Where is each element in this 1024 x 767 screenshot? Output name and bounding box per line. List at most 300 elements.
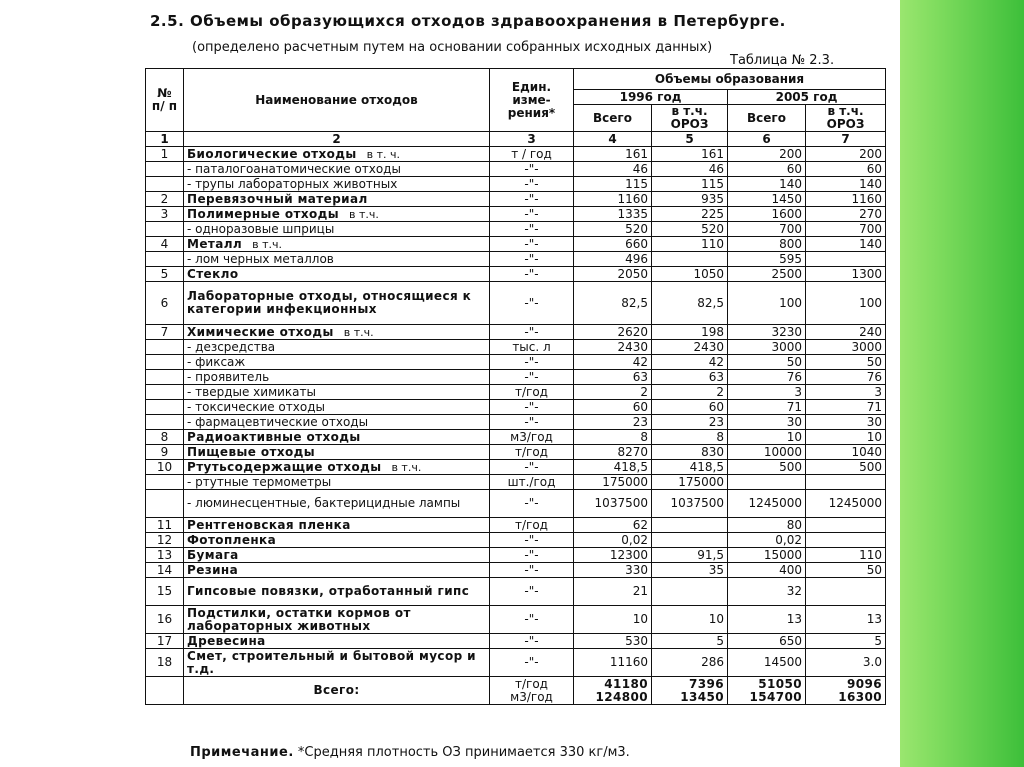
row-number <box>146 490 184 518</box>
value-1996-oroz: 35 <box>652 563 728 578</box>
waste-name <box>184 340 490 355</box>
value-1996-total: 60 <box>574 400 652 415</box>
totals-c7-2: 16300 <box>838 689 883 704</box>
unit: -"- <box>490 162 574 177</box>
value-2005-total: 71 <box>728 400 806 415</box>
value-1996-total: 1335 <box>574 207 652 222</box>
waste-name-text: - фиксаж <box>187 354 246 369</box>
header-oroz-1996: в т.ч. ОРОЗ <box>652 105 728 132</box>
col-number: 4 <box>574 132 652 147</box>
value-2005-oroz: 30 <box>806 415 886 430</box>
value-2005-oroz: 50 <box>806 563 886 578</box>
waste-name-text: Биологические отходы <box>187 146 357 161</box>
value-1996-total: 23 <box>574 415 652 430</box>
table-row <box>146 222 886 237</box>
value-1996-total: 1037500 <box>574 490 652 518</box>
unit: -"- <box>490 533 574 548</box>
row-number: 18 <box>146 649 184 677</box>
value-2005-oroz: 3 <box>806 385 886 400</box>
totals-c6-2: 154700 <box>749 689 802 704</box>
value-2005-oroz <box>806 475 886 490</box>
footnote-text: *Средняя плотность ОЗ принимается 330 кг/м3. <box>293 745 630 760</box>
waste-name-text: - фармацевтические отходы <box>187 414 369 429</box>
unit: -"- <box>490 415 574 430</box>
footnote-label: Примечание. <box>190 745 294 760</box>
unit: -"- <box>490 563 574 578</box>
value-1996-total: 115 <box>574 177 652 192</box>
value-2005-oroz <box>806 533 886 548</box>
waste-name <box>184 606 490 634</box>
unit: -"- <box>490 649 574 677</box>
waste-name-text: Полимерные отходы <box>187 206 340 221</box>
totals-c7-1: 9096 <box>847 676 883 691</box>
waste-name <box>184 252 490 267</box>
value-1996-total: 161 <box>574 147 652 162</box>
table-row <box>146 430 886 445</box>
row-number <box>146 340 184 355</box>
value-1996-total: 21 <box>574 578 652 606</box>
value-1996-total: 10 <box>574 606 652 634</box>
unit: -"- <box>490 237 574 252</box>
totals-c4-2: 124800 <box>595 689 648 704</box>
value-2005-oroz: 1040 <box>806 445 886 460</box>
value-1996-oroz: 46 <box>652 162 728 177</box>
waste-name-text: Смет, строительный и бытовой мусор и т.д. <box>187 648 476 676</box>
waste-name-text: - ртутные термометры <box>187 474 332 489</box>
waste-name-text: Бумага <box>187 547 239 562</box>
value-1996-total: 330 <box>574 563 652 578</box>
waste-name-text: Стекло <box>187 266 239 281</box>
row-number: 10 <box>146 460 184 475</box>
value-2005-total: 60 <box>728 162 806 177</box>
unit: -"- <box>490 267 574 282</box>
row-number: 4 <box>146 237 184 252</box>
row-number: 3 <box>146 207 184 222</box>
totals-c4-1: 41180 <box>604 676 648 691</box>
column-numbers-row <box>146 132 886 147</box>
header-year-1996: 1996 год <box>574 90 728 105</box>
value-1996-total: 418,5 <box>574 460 652 475</box>
row-number: 5 <box>146 267 184 282</box>
waste-name <box>184 370 490 385</box>
unit: шт./год <box>490 475 574 490</box>
value-2005-total: 500 <box>728 460 806 475</box>
footnote <box>190 745 630 760</box>
table-row <box>146 649 886 677</box>
table-row <box>146 578 886 606</box>
value-1996-total: 42 <box>574 355 652 370</box>
value-1996-oroz: 175000 <box>652 475 728 490</box>
unit: -"- <box>490 177 574 192</box>
value-2005-total: 200 <box>728 147 806 162</box>
value-1996-total: 12300 <box>574 548 652 563</box>
waste-name-suffix: в т.ч. <box>349 207 379 221</box>
unit: -"- <box>490 490 574 518</box>
value-2005-total: 10000 <box>728 445 806 460</box>
waste-name-text: Древесина <box>187 633 266 648</box>
unit: м3/год <box>490 430 574 445</box>
value-2005-total: 595 <box>728 252 806 267</box>
table-row <box>146 548 886 563</box>
value-2005-total: 10 <box>728 430 806 445</box>
totals-label: Всего: <box>184 677 490 705</box>
green-side-bar <box>900 0 1024 767</box>
value-2005-oroz: 60 <box>806 162 886 177</box>
col-number: 2 <box>184 132 490 147</box>
table-row <box>146 634 886 649</box>
waste-name-text: - дезсредства <box>187 339 276 354</box>
col-number: 3 <box>490 132 574 147</box>
col-number: 5 <box>652 132 728 147</box>
value-1996-oroz <box>652 578 728 606</box>
unit: т/год <box>490 385 574 400</box>
unit: -"- <box>490 207 574 222</box>
value-2005-total: 3230 <box>728 325 806 340</box>
table-row <box>146 192 886 207</box>
waste-name-text: Подстилки, остатки кормов от лабораторных животных <box>187 605 411 633</box>
value-1996-oroz: 2 <box>652 385 728 400</box>
waste-name <box>184 222 490 237</box>
waste-name <box>184 415 490 430</box>
value-1996-oroz: 2430 <box>652 340 728 355</box>
waste-name <box>184 634 490 649</box>
table-row <box>146 490 886 518</box>
waste-name-text: - твердые химикаты <box>187 384 316 399</box>
value-1996-total: 11160 <box>574 649 652 677</box>
row-number: 8 <box>146 430 184 445</box>
waste-name <box>184 355 490 370</box>
value-1996-total: 63 <box>574 370 652 385</box>
value-2005-oroz: 140 <box>806 177 886 192</box>
waste-name <box>184 578 490 606</box>
value-1996-oroz: 198 <box>652 325 728 340</box>
row-number <box>146 177 184 192</box>
table-row <box>146 400 886 415</box>
table-row <box>146 606 886 634</box>
value-2005-total: 2500 <box>728 267 806 282</box>
value-2005-oroz: 3000 <box>806 340 886 355</box>
totals-c7 <box>806 677 886 705</box>
waste-name-text: Пищевые отходы <box>187 444 315 459</box>
row-number: 6 <box>146 282 184 325</box>
table-row <box>146 385 886 400</box>
value-2005-total <box>728 475 806 490</box>
value-1996-total: 660 <box>574 237 652 252</box>
waste-name <box>184 475 490 490</box>
section-subtitle: (определено расчетным путем на основании собранных исходных данных) <box>192 40 713 55</box>
table-row <box>146 340 886 355</box>
value-1996-oroz: 520 <box>652 222 728 237</box>
waste-name-text: Гипсовые повязки, отработанный гипс <box>187 584 470 598</box>
value-2005-oroz <box>806 518 886 533</box>
value-1996-total: 2430 <box>574 340 652 355</box>
row-number <box>146 475 184 490</box>
unit: -"- <box>490 370 574 385</box>
row-number: 15 <box>146 578 184 606</box>
value-1996-oroz: 418,5 <box>652 460 728 475</box>
waste-name-text: Лабораторные отходы, относящиеся к категории инфекционных <box>187 289 472 316</box>
value-2005-total: 140 <box>728 177 806 192</box>
table-row <box>146 252 886 267</box>
waste-name <box>184 649 490 677</box>
row-number <box>146 370 184 385</box>
value-2005-oroz: 200 <box>806 147 886 162</box>
value-1996-total: 2 <box>574 385 652 400</box>
row-number <box>146 252 184 267</box>
value-2005-total: 13 <box>728 606 806 634</box>
totals-c5-1: 7396 <box>689 676 724 691</box>
value-2005-total: 1245000 <box>728 490 806 518</box>
unit: -"- <box>490 606 574 634</box>
unit: т/год <box>490 518 574 533</box>
waste-name-suffix: в т.ч. <box>391 460 422 474</box>
waste-name <box>184 207 490 222</box>
value-2005-total: 700 <box>728 222 806 237</box>
waste-name <box>184 430 490 445</box>
row-number: 7 <box>146 325 184 340</box>
value-1996-total: 82,5 <box>574 282 652 325</box>
unit: -"- <box>490 634 574 649</box>
table-row <box>146 162 886 177</box>
value-2005-total: 1600 <box>728 207 806 222</box>
totals-num <box>146 677 184 705</box>
value-1996-oroz: 42 <box>652 355 728 370</box>
waste-name <box>184 162 490 177</box>
unit: -"- <box>490 548 574 563</box>
waste-name <box>184 490 490 518</box>
value-2005-oroz: 270 <box>806 207 886 222</box>
row-number: 16 <box>146 606 184 634</box>
value-2005-total: 400 <box>728 563 806 578</box>
table-row <box>146 282 886 325</box>
value-1996-total: 8270 <box>574 445 652 460</box>
totals-c5-2: 13450 <box>680 689 724 704</box>
waste-name-text: - лом черных металлов <box>187 251 334 266</box>
header-oroz-2005: в т.ч. ОРОЗ <box>806 105 886 132</box>
value-2005-oroz: 100 <box>806 282 886 325</box>
table-row <box>146 445 886 460</box>
value-1996-oroz <box>652 533 728 548</box>
header-volumes: Объемы образования <box>574 69 886 90</box>
value-1996-oroz: 1050 <box>652 267 728 282</box>
value-2005-oroz: 1160 <box>806 192 886 207</box>
row-number <box>146 400 184 415</box>
value-1996-oroz: 63 <box>652 370 728 385</box>
value-1996-oroz <box>652 518 728 533</box>
value-2005-total: 800 <box>728 237 806 252</box>
unit: -"- <box>490 325 574 340</box>
value-1996-total: 496 <box>574 252 652 267</box>
value-2005-oroz: 140 <box>806 237 886 252</box>
value-2005-total: 30 <box>728 415 806 430</box>
waste-name <box>184 548 490 563</box>
value-1996-total: 1160 <box>574 192 652 207</box>
value-2005-oroz: 110 <box>806 548 886 563</box>
table-row <box>146 267 886 282</box>
value-1996-oroz: 82,5 <box>652 282 728 325</box>
waste-name <box>184 533 490 548</box>
value-2005-oroz <box>806 578 886 606</box>
waste-name-text: - одноразовые шприцы <box>187 221 335 236</box>
table-row <box>146 415 886 430</box>
value-2005-oroz: 500 <box>806 460 886 475</box>
row-number: 13 <box>146 548 184 563</box>
waste-name-text: - трупы лабораторных животных <box>187 176 398 191</box>
value-2005-total: 50 <box>728 355 806 370</box>
unit: -"- <box>490 222 574 237</box>
unit: т / год <box>490 147 574 162</box>
value-2005-oroz: 3.0 <box>806 649 886 677</box>
unit: -"- <box>490 192 574 207</box>
waste-name-text: Рентгеновская пленка <box>187 517 351 532</box>
value-2005-oroz: 1300 <box>806 267 886 282</box>
value-1996-oroz: 5 <box>652 634 728 649</box>
table-row <box>146 325 886 340</box>
value-2005-oroz <box>806 252 886 267</box>
value-1996-total: 62 <box>574 518 652 533</box>
unit: -"- <box>490 252 574 267</box>
waste-name <box>184 460 490 475</box>
row-number: 1 <box>146 147 184 162</box>
value-2005-oroz: 76 <box>806 370 886 385</box>
value-2005-oroz: 1245000 <box>806 490 886 518</box>
value-2005-total: 14500 <box>728 649 806 677</box>
unit: -"- <box>490 578 574 606</box>
waste-name <box>184 445 490 460</box>
value-1996-oroz: 830 <box>652 445 728 460</box>
row-number: 14 <box>146 563 184 578</box>
waste-name <box>184 563 490 578</box>
row-number: 11 <box>146 518 184 533</box>
row-number <box>146 385 184 400</box>
row-number: 12 <box>146 533 184 548</box>
table-row <box>146 147 886 162</box>
waste-name <box>184 177 490 192</box>
header-total-1996: Всего <box>574 105 652 132</box>
totals-row <box>146 677 886 705</box>
table-row <box>146 177 886 192</box>
totals-unit-2: м3/год <box>510 689 553 704</box>
waste-name-text: Ртутьсодержащие отходы <box>187 459 382 474</box>
header-unit: Един. изме- рения* <box>490 69 574 132</box>
row-number: 2 <box>146 192 184 207</box>
value-2005-total: 1450 <box>728 192 806 207</box>
unit: тыс. л <box>490 340 574 355</box>
header-total-2005: Всего <box>728 105 806 132</box>
waste-name-text: Фотопленка <box>187 532 277 547</box>
row-number: 9 <box>146 445 184 460</box>
unit: -"- <box>490 355 574 370</box>
value-2005-total: 15000 <box>728 548 806 563</box>
table-caption: Таблица № 2.3. <box>730 53 835 68</box>
waste-name-text: Перевязочный материал <box>187 191 368 206</box>
waste-name-suffix: в т.ч. <box>343 325 374 339</box>
waste-name <box>184 147 490 162</box>
totals-c6 <box>728 677 806 705</box>
value-1996-total: 2050 <box>574 267 652 282</box>
value-2005-total: 32 <box>728 578 806 606</box>
value-1996-oroz: 225 <box>652 207 728 222</box>
value-1996-total: 530 <box>574 634 652 649</box>
value-1996-total: 8 <box>574 430 652 445</box>
totals-c4 <box>574 677 652 705</box>
value-1996-total: 46 <box>574 162 652 177</box>
value-1996-oroz: 161 <box>652 147 728 162</box>
section-title: 2.5. Объемы образующихся отходов здравоохранения в Петербурге. <box>150 12 786 30</box>
table-row <box>146 355 886 370</box>
value-2005-oroz: 240 <box>806 325 886 340</box>
col-number: 1 <box>146 132 184 147</box>
table-row <box>146 207 886 222</box>
col-number: 6 <box>728 132 806 147</box>
value-1996-total: 520 <box>574 222 652 237</box>
col-number: 7 <box>806 132 886 147</box>
table-row <box>146 533 886 548</box>
value-2005-total: 100 <box>728 282 806 325</box>
value-2005-oroz: 700 <box>806 222 886 237</box>
waste-name-text: - проявитель <box>187 369 270 384</box>
table-row <box>146 518 886 533</box>
value-2005-oroz: 50 <box>806 355 886 370</box>
waste-name-suffix: в т. ч. <box>366 147 400 161</box>
unit: -"- <box>490 400 574 415</box>
value-2005-total: 80 <box>728 518 806 533</box>
unit: -"- <box>490 282 574 325</box>
value-2005-total: 0,02 <box>728 533 806 548</box>
waste-name-text: Металл <box>187 236 243 251</box>
waste-name-suffix: в т.ч. <box>252 237 283 251</box>
waste-name-text: - паталогоанатомические отходы <box>187 161 401 176</box>
totals-unit-1: т/год <box>515 676 548 691</box>
value-2005-total: 650 <box>728 634 806 649</box>
value-2005-oroz: 13 <box>806 606 886 634</box>
table-body <box>146 147 886 677</box>
value-1996-oroz: 10 <box>652 606 728 634</box>
waste-name-text: Резина <box>187 562 239 577</box>
waste-name-text: Радиоактивные отходы <box>187 429 361 444</box>
row-number: 17 <box>146 634 184 649</box>
waste-name <box>184 282 490 325</box>
totals-c6-1: 51050 <box>758 676 802 691</box>
table-row <box>146 475 886 490</box>
row-number <box>146 162 184 177</box>
header-name: Наименование отходов <box>184 69 490 132</box>
waste-name <box>184 400 490 415</box>
waste-name <box>184 192 490 207</box>
value-1996-oroz: 110 <box>652 237 728 252</box>
value-2005-oroz: 71 <box>806 400 886 415</box>
table-row <box>146 370 886 385</box>
totals-c5 <box>652 677 728 705</box>
value-1996-total: 2620 <box>574 325 652 340</box>
waste-name <box>184 325 490 340</box>
value-2005-total: 3 <box>728 385 806 400</box>
row-number <box>146 355 184 370</box>
value-1996-oroz: 8 <box>652 430 728 445</box>
value-1996-oroz: 115 <box>652 177 728 192</box>
waste-name <box>184 385 490 400</box>
value-2005-oroz: 5 <box>806 634 886 649</box>
value-1996-oroz: 91,5 <box>652 548 728 563</box>
value-1996-oroz: 935 <box>652 192 728 207</box>
totals-units <box>490 677 574 705</box>
row-number <box>146 415 184 430</box>
table-row <box>146 237 886 252</box>
unit: т/год <box>490 445 574 460</box>
value-1996-oroz: 23 <box>652 415 728 430</box>
value-2005-total: 3000 <box>728 340 806 355</box>
value-1996-total: 175000 <box>574 475 652 490</box>
